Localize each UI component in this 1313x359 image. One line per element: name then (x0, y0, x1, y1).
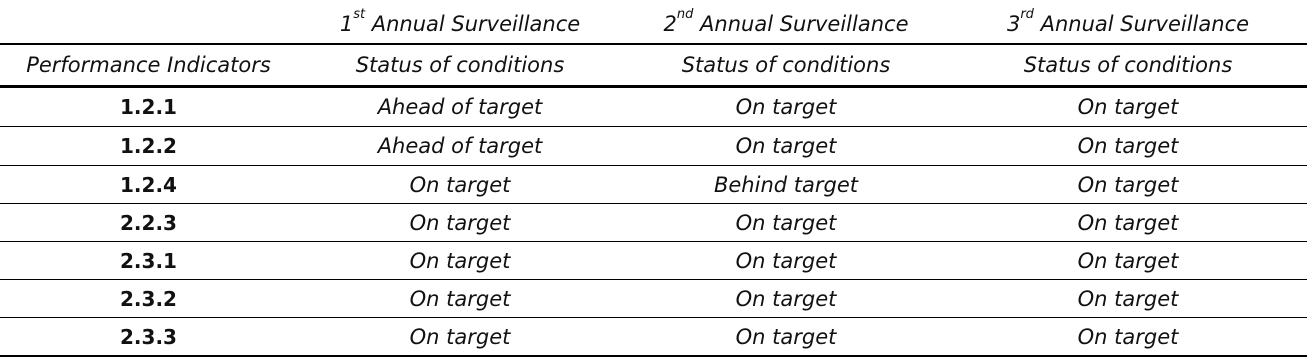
table-row (0, 88, 1307, 126)
status-cell: On target (409, 173, 511, 197)
indicator-cell: 2.2.3 (120, 211, 177, 235)
indicator-cell: 1.2.4 (120, 173, 177, 197)
status-cell: On target (1077, 134, 1179, 158)
period-header-1: 1 $^{st}$ Annual Surveillance (339, 7, 581, 36)
status-cell: On target (735, 211, 837, 235)
period-header-2: 2 $^{nd}$ Annual Surveillance (663, 7, 909, 36)
status-cell: On target (735, 325, 837, 349)
status-cell: Ahead of target (377, 95, 543, 119)
status-cell: On target (409, 287, 511, 311)
column-header-status-2: Status of conditions (681, 53, 891, 77)
period-header-3-number: 3 (1006, 12, 1021, 36)
table-row (0, 204, 1307, 242)
status-cell: On target (1077, 211, 1179, 235)
table-row (0, 166, 1307, 204)
table-row (0, 127, 1307, 165)
period-header-row (0, 5, 1307, 43)
status-cell: On target (1077, 249, 1179, 273)
period-header-3-text: Annual Surveillance (1033, 12, 1250, 36)
status-cell: On target (1077, 287, 1179, 311)
period-header-2-text: Annual Surveillance (693, 12, 909, 36)
column-header-row (0, 45, 1307, 85)
period-header-2-number: 2 (663, 12, 677, 36)
status-cell: On target (1077, 95, 1179, 119)
table-row (0, 280, 1307, 318)
column-header-status-1: Status of conditions (355, 53, 565, 77)
column-header-indicators: Performance Indicators (26, 53, 271, 77)
period-header-1-text: Annual Surveillance (365, 12, 581, 36)
table-bottom-border (0, 355, 1307, 357)
table-row (0, 242, 1307, 280)
status-cell: On target (735, 249, 837, 273)
indicator-cell: 2.3.3 (120, 325, 177, 349)
status-cell: Ahead of target (377, 134, 543, 158)
indicator-cell: 1.2.1 (120, 95, 177, 119)
period-header-1-number: 1 (339, 12, 354, 36)
table-row (0, 318, 1307, 356)
status-cell: On target (409, 211, 511, 235)
status-cell: On target (409, 249, 511, 273)
period-header-3: 3 $^{rd}$ Annual Surveillance (1006, 7, 1250, 36)
indicator-cell: 2.3.2 (120, 287, 177, 311)
status-cell: On target (409, 325, 511, 349)
status-cell: On target (735, 95, 837, 119)
status-cell: On target (735, 287, 837, 311)
status-cell: Behind target (713, 173, 858, 197)
indicator-cell: 2.3.1 (120, 249, 177, 273)
status-cell: On target (735, 134, 837, 158)
status-cell: On target (1077, 173, 1179, 197)
status-cell: On target (1077, 325, 1179, 349)
empty-header-cell (0, 5, 297, 43)
column-header-status-3: Status of conditions (1023, 53, 1233, 77)
indicator-cell: 1.2.2 (120, 134, 177, 158)
